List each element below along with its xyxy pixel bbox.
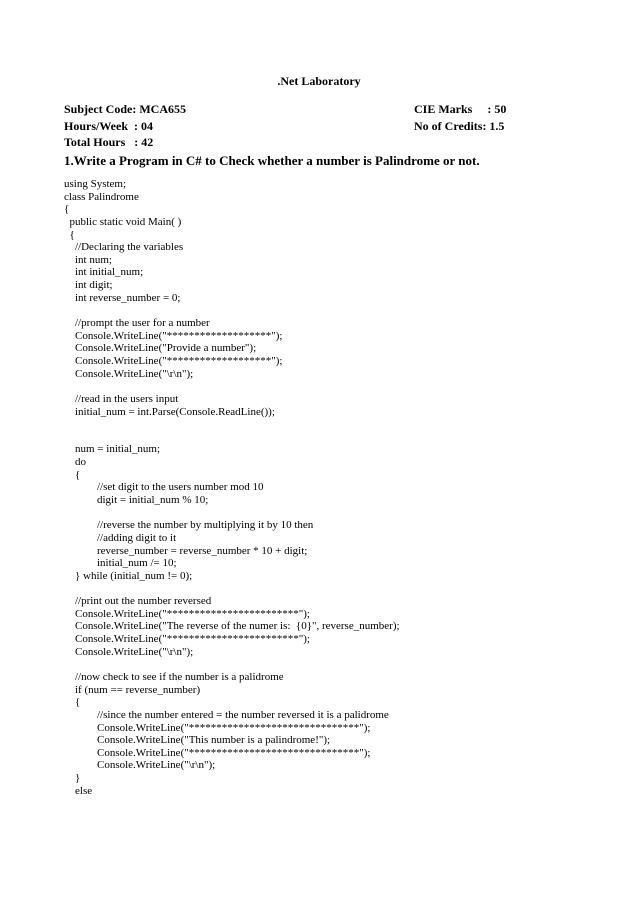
total-hours: Total Hours : 42 [64, 135, 154, 149]
code-line [64, 658, 400, 671]
cie-marks: CIE Marks : 50 [414, 102, 507, 116]
hours-per-week: Hours/Week : 04 [64, 118, 153, 133]
code-line: else [64, 784, 93, 797]
subject-code: Subject Code: MCA655 [64, 102, 186, 116]
code-line [64, 507, 400, 520]
code-line: do [64, 456, 86, 469]
code-line: } [64, 772, 81, 785]
code-line: Console.WriteLine("\r\n"); [64, 367, 194, 380]
code-line: //adding digit to it [64, 531, 177, 544]
course-meta-left [64, 101, 186, 151]
code-line: { [64, 468, 81, 481]
code-line: Console.WriteLine("************************"); [64, 633, 310, 646]
code-line: public static void Main( ) [64, 215, 182, 228]
code-line: int num; [64, 253, 112, 266]
code-line: //now check to see if the number is a palidrome [64, 670, 284, 683]
code-line: } while (initial_num != 0); [64, 569, 193, 582]
code-line: { [64, 203, 70, 216]
code-line [64, 380, 400, 393]
code-line: { [64, 228, 75, 241]
code-line: Console.WriteLine("The reverse of the numer is: {0}", reverse_number); [64, 620, 400, 633]
code-line: Console.WriteLine("Provide a number"); [64, 342, 257, 355]
code-line: Console.WriteLine("************************"); [64, 607, 310, 620]
code-line: //reverse the number by multiplying it by 10 then [64, 519, 314, 532]
code-line: initial_num /= 10; [64, 557, 177, 570]
code-line: Console.WriteLine("This number is a palindrome!"); [64, 734, 331, 747]
code-line [64, 431, 400, 444]
code-line: //Declaring the variables [64, 241, 184, 254]
course-meta-right [414, 101, 506, 134]
code-listing [64, 178, 400, 797]
page-title: .Net Laboratory [277, 74, 361, 88]
code-line: initial_num = int.Parse(Console.ReadLine()); [64, 405, 275, 418]
code-line: //set digit to the users number mod 10 [64, 481, 264, 494]
code-line [64, 304, 400, 317]
code-line: reverse_number = reverse_number * 10 + digit; [64, 544, 308, 557]
code-line: int reverse_number = 0; [64, 291, 181, 304]
code-line: Console.WriteLine("*******************************"); [64, 746, 371, 759]
code-line: using System; [64, 178, 127, 190]
code-line: //prompt the user for a number [64, 317, 210, 330]
code-line: int digit; [64, 279, 113, 292]
code-line: //since the number entered = the number reversed it is a palidrome [64, 708, 389, 721]
code-line: num = initial_num; [64, 443, 161, 456]
code-line: digit = initial_num % 10; [64, 494, 209, 507]
code-line: int initial_num; [64, 266, 144, 279]
code-line: Console.WriteLine("*******************"); [64, 329, 283, 342]
credits: No of Credits: 1.5 [414, 118, 505, 133]
code-line: //read in the users input [64, 392, 179, 405]
code-line: Console.WriteLine("\r\n"); [64, 759, 216, 772]
code-line [64, 418, 400, 431]
code-line: Console.WriteLine("*******************"); [64, 354, 283, 367]
question-heading: 1.Write a Program in C# to Check whether a number is Palindrome or not. [64, 153, 480, 168]
code-line [64, 583, 400, 596]
code-line: Console.WriteLine("*******************************"); [64, 721, 371, 734]
code-line: { [64, 696, 81, 709]
code-line: Console.WriteLine("\r\n"); [64, 645, 194, 658]
code-line: //print out the number reversed [64, 595, 212, 608]
code-line: if (num == reverse_number) [64, 683, 201, 696]
code-line: class Palindrome [64, 190, 139, 203]
